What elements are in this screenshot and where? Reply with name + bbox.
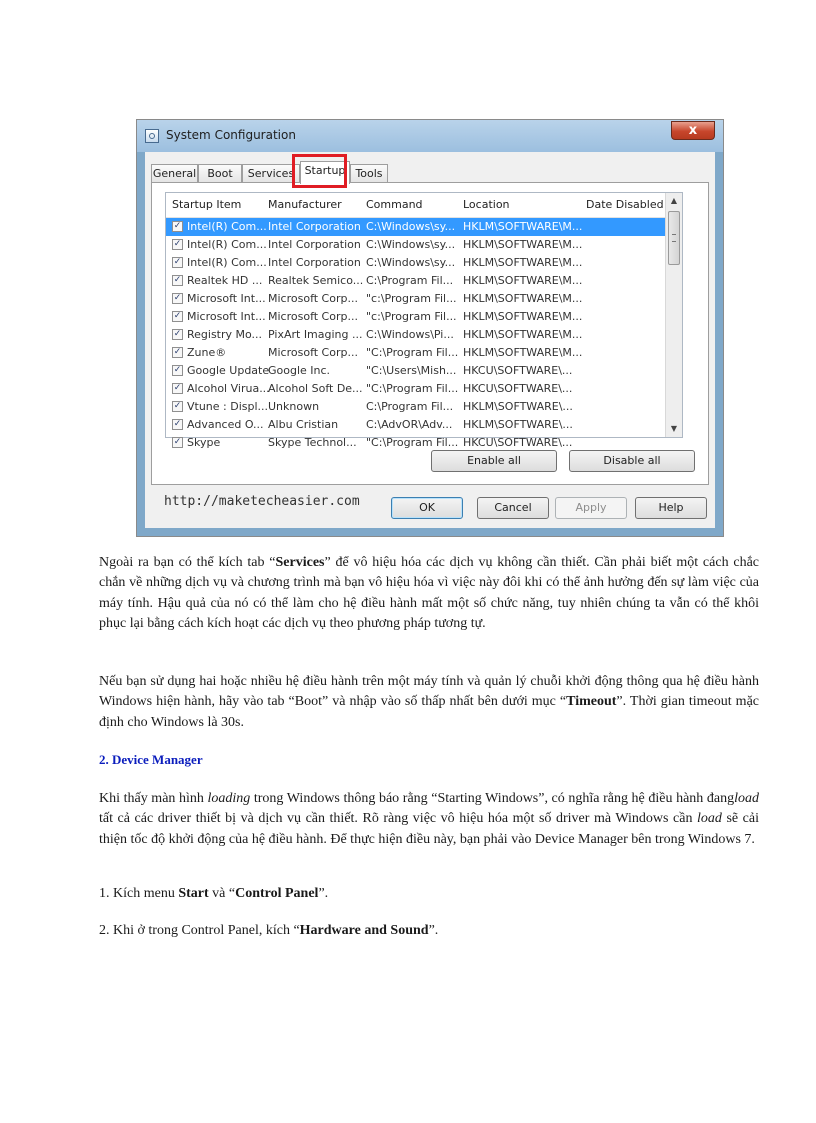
cell-command: C:\Windows\sy... <box>366 238 456 251</box>
bold-text: Control Panel <box>235 886 319 901</box>
table-row[interactable] <box>166 218 682 236</box>
checkbox[interactable]: ✓ <box>173 437 182 447</box>
cell-startup-item: Zune® <box>187 346 227 359</box>
scroll-up-arrow-icon[interactable]: ▲ <box>670 196 678 205</box>
text: ” để vô hiệu hóa các dịch vụ không cần thiết. Cần phải biết một cách chắc chắn về những dịch vụ và chương trình mà bạn vô hiệu hóa vì việc này đôi khi có thể ảnh hưởng đến sự làm việc của máy tính. Hậu quả của nó có thể làm cho hệ điều hành mất một số chức năng, tuy nhiên chúng ta vẫn có thể khôi phục lại bằng cách kích hoạt các dịch vụ theo phương pháp tương tự. <box>99 555 760 631</box>
table-row[interactable] <box>166 380 682 398</box>
cell-location: HKLM\SOFTWARE\M... <box>463 310 583 323</box>
cell-manufacturer: Skype Technol... <box>268 436 357 449</box>
column-startup-item[interactable]: Startup Item <box>172 198 242 211</box>
scroll-thumb[interactable] <box>668 211 680 265</box>
window-body <box>145 152 715 528</box>
checkbox[interactable]: ✓ <box>173 329 182 339</box>
text: trong Windows thông báo rằng “Starting Windows”, có nghĩa rằng hệ điều hành đang <box>250 791 735 806</box>
table-row[interactable] <box>166 398 682 416</box>
checkbox[interactable]: ✓ <box>173 221 182 231</box>
startup-items-list[interactable] <box>165 192 683 449</box>
bold-text: Start <box>178 886 209 901</box>
checkbox[interactable]: ✓ <box>173 383 182 393</box>
watermark-url: http://maketecheasier.com <box>164 494 360 509</box>
cell-startup-item: Realtek HD ... <box>187 274 263 287</box>
table-row[interactable] <box>166 344 682 362</box>
paragraph-device-manager <box>99 789 759 850</box>
cell-manufacturer: Microsoft Corp... <box>268 292 358 305</box>
column-location[interactable]: Location <box>463 198 510 211</box>
cell-startup-item: Intel(R) Com... <box>187 238 267 251</box>
cell-command: "C:\Users\Mish... <box>366 364 457 377</box>
cell-startup-item: Alcohol Virua... <box>187 382 270 395</box>
text: Khi thấy màn hình <box>99 791 208 806</box>
disable-all-button[interactable]: Disable all <box>569 450 695 472</box>
cell-command: "c:\Program Fil... <box>366 292 457 305</box>
table-row[interactable] <box>166 416 682 434</box>
table-row[interactable] <box>166 236 682 254</box>
system-configuration-screenshot <box>136 119 724 537</box>
paragraph-services <box>99 553 759 634</box>
startup-tab-red-highlight <box>292 154 347 188</box>
text: ”. <box>428 923 439 938</box>
cell-startup-item: Vtune : Displ... <box>187 400 269 413</box>
text: tất cả các driver thiết bị và dịch vụ cần thiết. Rõ ràng việc vô hiệu hóa một số driver mà Windows cần <box>99 811 698 827</box>
cancel-button[interactable]: Cancel <box>477 497 549 519</box>
checkbox[interactable]: ✓ <box>173 401 182 411</box>
cell-command: C:\Program Fil... <box>366 400 454 413</box>
italic-text: loading <box>207 791 251 806</box>
text: sẽ cải thiện tốc độ khởi động của hệ điều hành. Để thực hiện điều này, bạn phải vào Device Manager bên trong Windows 7. <box>99 811 759 847</box>
cell-command: "C:\Program Fil... <box>366 346 459 359</box>
cell-command: "c:\Program Fil... <box>366 310 457 323</box>
tab-services[interactable]: Services <box>242 164 300 183</box>
cell-startup-item: Intel(R) Com... <box>187 256 267 269</box>
checkbox[interactable]: ✓ <box>173 293 182 303</box>
cell-command: C:\AdvOR\Adv... <box>366 418 453 431</box>
checkbox[interactable]: ✓ <box>173 311 182 321</box>
cell-location: HKLM\SOFTWARE\M... <box>463 328 583 341</box>
column-manufacturer[interactable]: Manufacturer <box>268 198 342 211</box>
cell-location: HKLM\SOFTWARE\M... <box>463 346 583 359</box>
tab-startup[interactable]: Startup <box>300 161 350 184</box>
scroll-down-arrow-icon[interactable]: ▼ <box>670 424 678 433</box>
cell-location: HKLM\SOFTWARE\M... <box>463 220 583 233</box>
cell-command: C:\Program Fil... <box>366 274 454 287</box>
checkbox[interactable]: ✓ <box>173 365 182 375</box>
cell-command: "C:\Program Fil... <box>366 436 459 449</box>
table-row[interactable] <box>166 362 682 380</box>
cell-manufacturer: Realtek Semico... <box>268 274 364 287</box>
cell-manufacturer: Intel Corporation <box>268 256 361 269</box>
cell-manufacturer: Albu Cristian <box>268 418 339 431</box>
cell-manufacturer: Unknown <box>268 400 320 413</box>
msconfig-icon <box>145 129 159 143</box>
cell-startup-item: Microsoft Int... <box>187 292 266 305</box>
window-title: System Configuration <box>166 128 296 142</box>
table-row[interactable] <box>166 290 682 308</box>
bold-text: Services <box>275 555 325 570</box>
cell-manufacturer: Microsoft Corp... <box>268 346 358 359</box>
text: Nếu bạn sử dụng hai hoặc nhiều hệ điều hành trên một máy tính và quản lý chuỗi khởi động thông qua hệ điều hành Windows hiện hành, hãy vào tab “Boot” và nhập vào số thấp nhất bên dưới mục “ <box>99 674 759 710</box>
list-rows <box>166 218 682 452</box>
ok-button[interactable]: OK <box>391 497 463 519</box>
cell-startup-item: Microsoft Int... <box>187 310 266 323</box>
italic-text: load <box>697 811 722 827</box>
cell-location: HKLM\SOFTWARE\... <box>463 400 573 413</box>
text: và “ <box>208 886 236 901</box>
table-row[interactable] <box>166 272 682 290</box>
close-button[interactable]: x <box>671 121 715 140</box>
cell-command: "C:\Program Fil... <box>366 382 459 395</box>
cell-command: C:\Windows\sy... <box>366 256 456 269</box>
cell-location: HKLM\SOFTWARE\... <box>463 418 573 431</box>
section-heading: 2. Device Manager <box>99 752 203 767</box>
cell-location: HKLM\SOFTWARE\M... <box>463 238 583 251</box>
table-row[interactable] <box>166 308 682 326</box>
step-1 <box>99 886 328 902</box>
apply-button[interactable]: Apply <box>555 497 627 519</box>
table-row[interactable] <box>166 326 682 344</box>
cell-command: C:\Windows\Pi... <box>366 328 454 341</box>
tab-tools[interactable]: Tools <box>350 164 388 183</box>
cell-location: HKLM\SOFTWARE\M... <box>463 256 583 269</box>
cell-startup-item: Advanced O... <box>187 418 264 431</box>
tab-general[interactable]: General <box>151 164 198 183</box>
cell-location: HKLM\SOFTWARE\M... <box>463 274 583 287</box>
checkbox[interactable]: ✓ <box>173 257 182 267</box>
cell-startup-item: Skype <box>187 436 221 449</box>
text: ”. Thời gian timeout mặc định cho Windows là 30s. <box>99 694 759 730</box>
bold-text: Hardware and Sound <box>299 923 429 938</box>
bold-text: Timeout <box>566 694 617 710</box>
cell-location: HKLM\SOFTWARE\M... <box>463 292 583 305</box>
checkbox[interactable]: ✓ <box>173 347 182 357</box>
list-scrollbar[interactable] <box>665 193 682 437</box>
cell-manufacturer: Intel Corporation <box>268 220 361 233</box>
cell-manufacturer: PixArt Imaging ... <box>268 328 363 341</box>
text: 2. Khi ở trong Control Panel, kích “ <box>99 923 300 938</box>
cell-manufacturer: Microsoft Corp... <box>268 310 358 323</box>
cell-location: HKCU\SOFTWARE\... <box>463 436 573 449</box>
window-titlebar <box>137 120 723 152</box>
text: Ngoài ra bạn có thể kích tab “ <box>99 555 276 570</box>
cell-manufacturer: Alcohol Soft De... <box>268 382 363 395</box>
cell-command: C:\Windows\sy... <box>366 220 456 233</box>
cell-location: HKCU\SOFTWARE\... <box>463 382 573 395</box>
cell-manufacturer: Intel Corporation <box>268 238 361 251</box>
column-date-disabled[interactable]: Date Disabled <box>586 198 664 211</box>
text: 1. Kích menu <box>99 886 179 901</box>
cell-startup-item: Intel(R) Com... <box>187 220 267 233</box>
cell-location: HKCU\SOFTWARE\... <box>463 364 573 377</box>
italic-text: load <box>734 791 759 806</box>
list-header <box>166 193 682 218</box>
checkbox[interactable]: ✓ <box>173 419 182 429</box>
paragraph-boot-timeout <box>99 672 759 733</box>
checkbox[interactable]: ✓ <box>173 239 182 249</box>
checkbox[interactable]: ✓ <box>173 275 182 285</box>
cell-startup-item: Registry Mo... <box>187 328 263 341</box>
tab-boot[interactable]: Boot <box>198 164 242 183</box>
column-command[interactable]: Command <box>366 198 423 211</box>
help-button[interactable]: Help <box>635 497 707 519</box>
enable-all-button[interactable]: Enable all <box>431 450 557 472</box>
table-row[interactable] <box>166 254 682 272</box>
text: ”. <box>318 886 329 901</box>
cell-startup-item: Google Update <box>187 364 270 377</box>
step-2 <box>99 923 438 939</box>
cell-manufacturer: Google Inc. <box>268 364 331 377</box>
